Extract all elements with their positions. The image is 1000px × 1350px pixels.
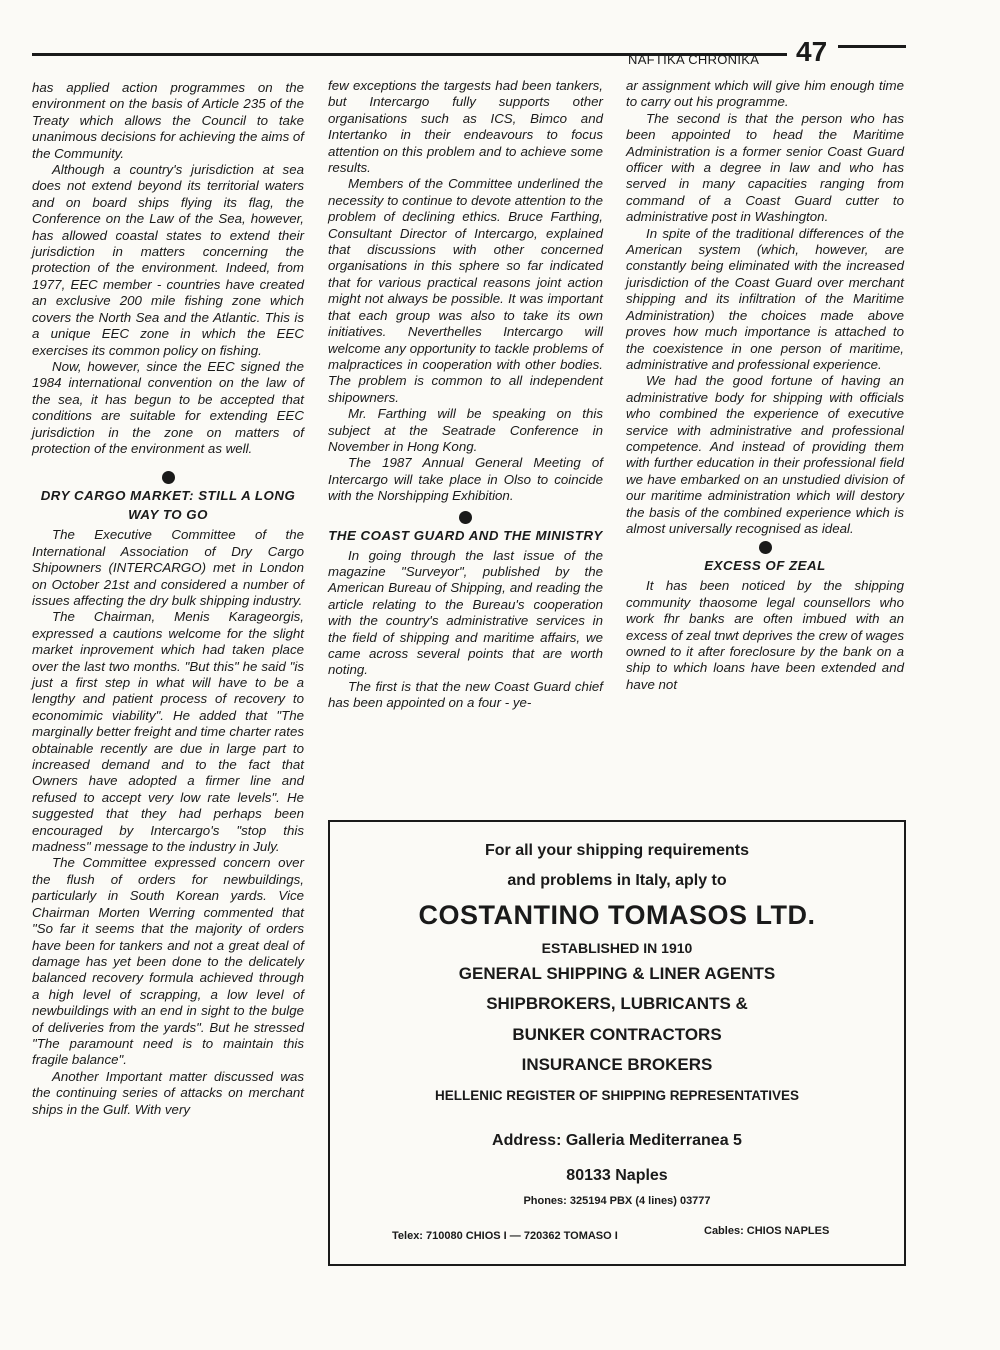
col3-paragraph-5: It has been noticed by the shipping community thaosome legal counsellors who work fhr banks are often imbued with an excess of zeal tnwt deprives the crew of wages owned to it after foreclosure by the bank on a ship to which loans have been extended and have not — [626, 578, 904, 692]
col3-paragraph-2: The second is that the person who has been appointed to head the Maritime Administration is a former senior Coast Guard officer with a degree in law and who has served in many capacities ranging from command of a Coast Guard cutter to administrative post in Washington. — [626, 110, 904, 225]
ad-company-name: COSTANTINO TOMASOS LTD. — [418, 900, 816, 930]
ad-intro-line-1: For all your shipping requirements — [484, 842, 750, 859]
coast-guard-heading: THE COAST GUARD AND THE MINISTRY — [328, 527, 603, 543]
col1-paragraph-2: Although a country's jurisdiction at sea does not extend beyond its territorial waters and on board ships flying its flag, the Conference on the Law of the Sea, however, has allowed coastal states to extend their jurisdiction in matters concerning the protection of the environment. Indeed, from 1977, EEC member - countries have created an exclusive 200 mile fishing zone which covers the North Sea and the Atlantic. This is a unique EEC zone in which the EEC exercises its common policy on fishing. — [32, 162, 304, 358]
col2-paragraph-5: In going through the last issue of the magazine "Surveyor", published by the American Bureau of Shipping, and reading the article relating to the Bureau's cooperation with the country's administrative services in the field of shipping and maritime affairs, we came across several points that are worth noting. — [328, 547, 603, 678]
section-bullet — [759, 541, 772, 554]
header-rule-right — [838, 45, 906, 48]
magazine-name: NAFTIKA CHRONIKA — [628, 52, 760, 67]
column-1 — [32, 80, 304, 1118]
ad-service-1: GENERAL SHIPPING & LINER AGENTS — [458, 964, 776, 983]
column-2 — [328, 78, 603, 712]
col1-paragraph-7: Another Important matter discussed was the continuing series of attacks on merchant ships in the Gulf. With very — [32, 1068, 304, 1117]
column-3 — [626, 78, 904, 693]
ad-intro-line-2: and problems in Italy, aply to — [507, 872, 727, 889]
ad-phones: Phones: 325194 PBX (4 lines) 03777 — [523, 1195, 711, 1207]
advertisement-box — [328, 820, 906, 1266]
ad-established: ESTABLISHED IN 1910 — [541, 940, 693, 956]
col2-paragraph-2: Members of the Committee underlined the necessity to continue to devote attention to the problem of declining ethics. Bruce Farthing, Consultant Director of Intercargo, explained that discussions with other concerned organisations in this sphere so far indicated that for various practical reasons joint action might not always be possible. It was important that each group was also to take its own initiatives. Neverthelles Intercargo will welcome any opportunity to tackle problems of malpractices in cooperation with other bodies. The problem is common to all independent shipowners. — [328, 176, 603, 405]
col1-paragraph-1: has applied action programmes on the environment on the basis of Article 235 of the Treaty which allows the Council to take unanimous decisions for achieving the aims of the Community. — [32, 80, 304, 161]
col3-paragraph-1: ar assignment which will give him enough time to carry out his programme. — [626, 78, 904, 110]
ad-city: 80133 Naples — [566, 1167, 668, 1184]
col1-paragraph-4: The Executive Committee of the International Association of Dry Cargo Shipowners (INTERCARGO) met in London on October 21st and considered a number of issues affecting the dry bulk shipping industry. — [32, 527, 304, 608]
excess-of-zeal-heading: EXCESS OF ZEAL — [704, 558, 826, 574]
section-bullet — [459, 511, 472, 524]
col3-paragraph-3: In spite of the traditional differences of the American system (which, however, are constantly being eliminated with the increased jurisdiction of the Coast Guard over merchant shipping and its infiltration of the Maritime Administration) the choices made above proves how much importance is attached to the coexistence in one person of maritime, administrative and professional experience. — [626, 225, 904, 372]
page-number: 47 — [796, 36, 828, 67]
col2-paragraph-6: The first is that the new Coast Guard chief has been appointed on a four - ye- — [328, 678, 603, 711]
ad-telex: Telex: 710080 CHIOS I — 720362 TOMASO I — [392, 1230, 618, 1242]
ad-service-4: INSURANCE BROKERS — [521, 1055, 713, 1074]
col2-paragraph-1: few exceptions the targests had been tankers, but Intercargo fully supports other organisations such as ICS, Bimco and Intertanko in their endeavours to focus attention on this problem and to achieve some results. — [328, 78, 603, 176]
ad-service-2: SHIPBROKERS, LUBRICANTS & — [486, 994, 748, 1013]
col2-paragraph-4: The 1987 Annual General Meeting of Intercargo will take place in Olso to coincide with the Norshipping Exhibition. — [328, 455, 603, 504]
dry-cargo-heading: DRY CARGO MARKET: STILL A LONG WAY TO GO — [40, 488, 296, 523]
ad-service-3: BUNKER CONTRACTORS — [512, 1025, 722, 1044]
col1-paragraph-5: The Chairman, Menis Karageorgis, expressed a cautions welcome for the slight market inprovement which had taken place over the last two months. "But this" he said "is just a first step in what will have to be a lengthy and patient process of recovery to economimic viability". He added that "The marginally better freight and time charter rates obtainable recently are due in large part to increased demand and to the fact that Owners have adopted a firmer line and refused to accept very low rate levels". He suggested that they had perhaps been encouraged by Intercargo's "stop this madness" message to the industry in July. — [32, 609, 304, 855]
ad-cables: Cables: CHIOS NAPLES — [704, 1225, 830, 1237]
ad-register: HELLENIC REGISTER OF SHIPPING REPRESENTATIVES — [434, 1088, 800, 1103]
col3-paragraph-4: We had the good fortune of having an administrative body for shipping with officials who combined the experience of executive service with administrative and professional competence. And instead of providing them with further education in their professional field we have embarked on an unstudied division of our maritime administration which will destory the basis of the combined experience which is almost universally recognised as ideal. — [626, 373, 904, 536]
col1-paragraph-6: The Committee expressed concern over the flush of orders for newbuildings, particularly in South Korean yards. Vice Chairman Morten Werring commented that "So far it seems that the majority of orders have been for tankers and not a great deal of damage has yet been done to the delicately balanced recovery formula achieved through a high level of scrapping, a low level of newbuildings with an end in sight to the bulge of deliveries from the yards". But he stressed "The paramount need is to maintain this fragile balance". — [32, 855, 304, 1068]
ad-address: Address: Galleria Mediterranea 5 — [492, 1132, 742, 1149]
col2-paragraph-3: Mr. Farthing will be speaking on this subject at the Seatrade Conference in November in Hong Kong. — [328, 406, 603, 454]
section-bullet — [162, 471, 175, 484]
col1-paragraph-3: Now, however, since the EEC signed the 1984 international convention on the law of the sea, it has begun to be accepted that conditions are suitable for extending EEC jurisdiction in the zone on matters of protection of the environment as well. — [32, 358, 304, 456]
